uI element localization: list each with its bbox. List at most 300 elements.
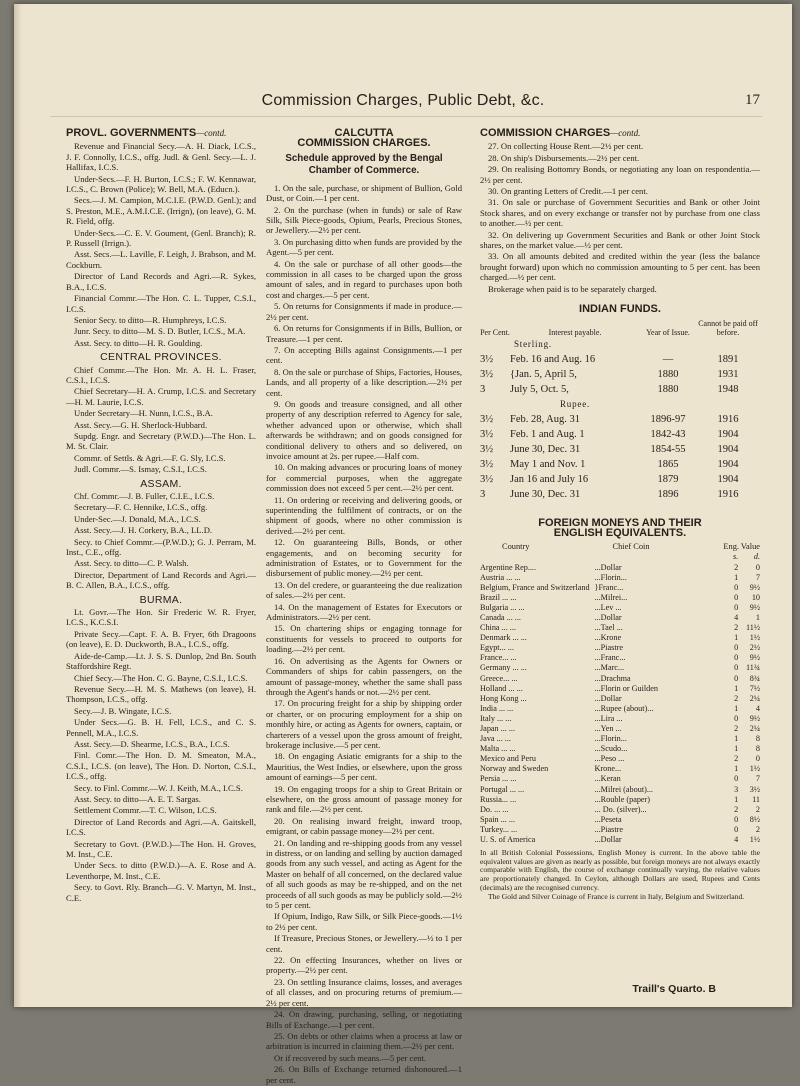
commission-item: 16. On advertising as the Agents for Owners or Commanders of ships for cabin passengers, on the amount of passage-money, whether the same shall pass through the Agent's hands or not.—2½ per cent. bbox=[266, 655, 462, 697]
fund-row bbox=[480, 457, 760, 472]
currency-country: Belgium, France and Switzerland bbox=[480, 582, 590, 592]
currency-d: 2½ bbox=[749, 643, 760, 653]
currency-d: 10 bbox=[751, 592, 760, 602]
currency-s: 0 bbox=[734, 824, 739, 834]
currency-row bbox=[480, 674, 760, 684]
currency-country: Argentine Rep.... bbox=[480, 562, 537, 572]
currency-row bbox=[480, 805, 760, 815]
commission-item: 2. On the purchase (when in funds) or sale of Raw Silk, Silk Piece-goods, Opium, Pearls, Precious Stones, or Jewellery.—2½ per cent. bbox=[266, 204, 462, 236]
currency-d: 2 bbox=[755, 824, 760, 834]
currency-coin: ...Florin... bbox=[594, 572, 627, 582]
fund-interest: June 30, Dec. 31 bbox=[510, 488, 581, 500]
currency-s: 2 bbox=[734, 562, 739, 572]
fund-interest: Jan 16 and July 16 bbox=[510, 473, 589, 485]
currency-country: Russia... ... bbox=[480, 794, 517, 804]
indian-funds-table bbox=[480, 319, 760, 502]
currency-s: 1 bbox=[734, 633, 739, 643]
commission-item: 14. On the management of Estates for Executors or Administrators.—2½ per cent. bbox=[266, 601, 462, 623]
currency-d: 11½ bbox=[745, 623, 760, 633]
currency-country: Do. ... ... bbox=[480, 804, 509, 814]
fund-row bbox=[480, 382, 760, 397]
foreign-moneys-heading: FOREIGN MONEYS AND THEIR bbox=[538, 516, 702, 529]
currency-coin: ...Krone bbox=[594, 633, 622, 643]
appointment-paragraph: Asst. Secy.—J. H. Corkery, B.A., LL.D. bbox=[74, 525, 213, 536]
appointment-paragraph: Aide-de-Camp.—Lt. J. S. S. Dunlop, 2nd Bn. South Staffordshire Regt. bbox=[66, 650, 256, 672]
currency-row bbox=[480, 764, 760, 774]
page-edge-shadow bbox=[14, 4, 22, 1007]
appointment-paragraph: Secs.—J. M. Campion, M.C.I.E. (P.W.D. Genl.); and S. Preston, M.E., A.M.I.C.E. (Irrign), (on leave), G. M. R. Field, offg. bbox=[66, 195, 256, 227]
commission-item: Or if recovered by such means.—5 per cent. bbox=[274, 1052, 427, 1063]
appointment-paragraph: Judl. Commr.—S. Ismay, C.S.I., I.C.S. bbox=[74, 464, 207, 475]
currency-row bbox=[480, 774, 760, 784]
fund-rate: 3½ bbox=[480, 458, 494, 470]
commission-item: 19. On engaging troops for a ship to Great Britain or elsewhere, on the gross amount of passage money for rank and file.—2½ per cent. bbox=[266, 783, 462, 815]
currency-d: 0 bbox=[755, 562, 760, 572]
currency-note: In all British Colonial Possessions, English Money is current. In the above table the equivalent values are given as nearly as possible, but foreign moneys are not always exactly comparable with English, the course of exchange continually varying, the relative values are proportionately changed. In Ceylon, although Dollars are used, Rupees and Cents (decimals) are the recognised currency. bbox=[480, 848, 760, 892]
currency-row bbox=[480, 643, 760, 653]
currency-s: 3 bbox=[734, 784, 739, 794]
currency-d: 3½ bbox=[749, 784, 760, 794]
commission-item: 31. On sale or purchase of Government Securities and Bank or other Joint Stock shares, and on every exchange or transfer not by purchase from one class to another.—½ per cent. bbox=[480, 197, 760, 229]
commission-item: 4. On the sale or purchase of all other goods—the commission in all cases to be charged upon the gross amount of sales, and in regard to purchases upon both cost and charges.—5 per cent. bbox=[266, 258, 462, 300]
rupee-label: Rupee. bbox=[560, 398, 591, 409]
fund-before: 1904 bbox=[717, 443, 739, 455]
fund-year: 1865 bbox=[657, 458, 679, 470]
fund-before: 1948 bbox=[717, 383, 739, 395]
appointment-paragraph: Under Secs. to ditto (P.W.D.)—A. E. Rose and A. Leventhorpe, M. Inst., C.E. bbox=[66, 860, 256, 881]
commission-item: 23. On settling Insurance claims, losses, and averages of all classes, and on procuring returns of premium.—2½ per cent. bbox=[266, 976, 462, 1008]
fund-rate: 3½ bbox=[480, 443, 494, 455]
currency-country: Egypt... ... bbox=[480, 643, 514, 653]
burma-paragraphs bbox=[66, 607, 256, 903]
fund-rate: 3½ bbox=[480, 368, 494, 380]
currency-d: 11 bbox=[752, 794, 760, 804]
fund-rate: 3 bbox=[480, 488, 486, 500]
commission-item: Brokerage when paid is to be separately charged. bbox=[488, 283, 657, 294]
currency-coin: Krone... bbox=[594, 764, 622, 774]
currency-country: Canada ... ... bbox=[480, 612, 521, 622]
commission-item: 18. On engaging Asiatic emigrants for a ship to the Mauritius, the West Indies, or elsewhere, upon the gross amount of earnings—5 per cent. bbox=[266, 751, 462, 783]
currency-row bbox=[480, 785, 760, 795]
appointment-paragraph: Asst. Secs.—L. Laville, F. Leigh, J. Brabson, and M. Cockburn. bbox=[66, 249, 256, 270]
unit-shillings: s. bbox=[732, 552, 739, 562]
commission-items-contd bbox=[480, 141, 760, 294]
currency-row bbox=[480, 724, 760, 734]
commission-item: 15. On chartering ships or engaging tonnage for constituents for vessels to proceed to outports for loading.—2½ per cent. bbox=[266, 623, 462, 655]
currency-coin: ... Do. (silver)... bbox=[594, 804, 647, 814]
commission-item: 1. On the sale, purchase, or shipment of Bullion, Gold Dust, or Coin.—1 per cent. bbox=[266, 182, 462, 204]
currency-row bbox=[480, 734, 760, 744]
currency-coin: ...Milrei (about)... bbox=[594, 784, 653, 794]
appointment-paragraph: Asst. Secy.—D. Shearme, I.C.S., B.A., I.C.S. bbox=[74, 738, 230, 749]
currency-coin: ...Franc... bbox=[594, 653, 626, 663]
currency-s: 0 bbox=[734, 713, 739, 723]
currency-s: 1 bbox=[734, 572, 739, 582]
currency-country: Denmark ... ... bbox=[480, 633, 527, 643]
currency-coin: ...Peseta bbox=[594, 814, 622, 824]
currency-d: 1½ bbox=[749, 764, 760, 774]
currency-d: 2¼ bbox=[749, 724, 760, 733]
english-equivalents-heading: ENGLISH EQUIVALENTS. bbox=[553, 526, 687, 539]
currency-row bbox=[480, 593, 760, 603]
currency-row bbox=[480, 754, 760, 764]
currency-country: Greece... ... bbox=[480, 673, 518, 683]
currency-d: 1 bbox=[755, 612, 760, 622]
appointment-paragraph: Under-Secs.—F. H. Burton, I.C.S.; F. W. Kennawar, I.C.S., C. Brown (Police); W. Bell, M.A. (Educn.). bbox=[66, 173, 256, 195]
currency-d: 9½ bbox=[749, 653, 760, 663]
commission-item: 25. On debts or other claims when a process at law or arbitration is incurred in claiming them.—2½ per cent. bbox=[266, 1030, 462, 1052]
currency-country: Norway and Sweden bbox=[480, 764, 549, 774]
column-provincial-governments bbox=[66, 128, 256, 904]
currency-country: Brazil ... ... bbox=[480, 592, 517, 602]
fund-rate: 3½ bbox=[480, 428, 494, 440]
appointment-paragraph: Secy. to Govt. Rly. Branch—G. V. Martyn, M. Inst., C.E. bbox=[66, 882, 256, 903]
currency-d: 1½ bbox=[749, 633, 760, 643]
document-page bbox=[14, 4, 792, 1085]
currency-country: Holland ... ... bbox=[480, 683, 523, 693]
currency-coin: ...Tael ... bbox=[594, 623, 623, 633]
appointment-paragraph: Under-Sec.—J. Donald, M.A., I.C.S. bbox=[74, 513, 201, 524]
currency-s: 4 bbox=[734, 612, 739, 622]
currency-d: 9½ bbox=[749, 713, 760, 723]
unit-pence: d. bbox=[753, 552, 760, 562]
fund-row bbox=[480, 442, 760, 457]
currency-s: 2 bbox=[734, 724, 739, 733]
fund-year: 1880 bbox=[657, 383, 679, 395]
fund-before: 1891 bbox=[717, 353, 739, 365]
currency-country: Japan ... ... bbox=[480, 724, 516, 733]
currency-coin: ...Dollar bbox=[594, 612, 622, 622]
currency-s: 0 bbox=[734, 592, 739, 602]
currency-row bbox=[480, 573, 760, 583]
currency-d: 7 bbox=[755, 572, 760, 582]
calcutta-heading: CALCUTTA bbox=[334, 127, 394, 139]
currency-d: 0 bbox=[755, 754, 760, 764]
commission-item: 28. On ship's Disbursements.—2½ per cent. bbox=[488, 152, 640, 163]
header-rule bbox=[50, 116, 762, 117]
currency-s: 1 bbox=[734, 744, 739, 754]
currency-s: 1 bbox=[734, 764, 739, 774]
indian-funds-header-row bbox=[480, 319, 760, 337]
currency-d: 2 bbox=[755, 804, 760, 814]
currency-s: 0 bbox=[734, 653, 739, 663]
commission-item: 9. On goods and treasure consigned, and all other property of any description referred to Agency for sale, whether advanced upon or otherwise, which shall afterwards be withdrawn; and on goods consigned for conditional delivery to others and so delivered, on invoice amount at 2s. per rupee.—Half com. bbox=[266, 398, 462, 461]
currency-row bbox=[480, 684, 760, 694]
appointment-paragraph: Private Secy.—Capt. F. A. B. Fryer, 6th Dragoons (on leave), E. D. Duckworth, B.A., I.C.S., offg. bbox=[66, 628, 256, 650]
sterling-label: Sterling. bbox=[514, 338, 552, 349]
central-provinces-paragraphs bbox=[66, 365, 256, 475]
currency-d: 4 bbox=[755, 703, 760, 713]
appointment-paragraph: Under-Secs.—C. E. V. Goument, (Genl. Branch); R. P. Russell (Irrign.). bbox=[66, 227, 256, 249]
currency-d: 8 bbox=[755, 734, 760, 744]
appointment-paragraph: Secy. to Chief Commr.—(P.W.D.); G. J. Perram, M. Inst., C.E., offg. bbox=[66, 536, 256, 558]
appointment-paragraph: Chief Secretary—H. A. Crump, I.C.S. and Secretary—H. M. Laurie, I.C.S. bbox=[66, 386, 256, 407]
fund-interest: June 30, Dec. 31 bbox=[510, 443, 581, 455]
foreign-moneys-table bbox=[480, 542, 760, 845]
appointment-paragraph: Supdg. Engr. and Secretary (P.W.D.)—The Hon. L. M. St. Clair. bbox=[66, 430, 256, 452]
commission-item: 26. On Bills of Exchange returned dishonoured.—1 per cent. bbox=[266, 1064, 462, 1085]
currency-row bbox=[480, 744, 760, 754]
appointment-paragraph: Director, Department of Land Records and Agri.—B. C. Allen, B.A., I.C.S., offg. bbox=[66, 569, 256, 591]
currency-row bbox=[480, 825, 760, 835]
fund-year: 1896-97 bbox=[650, 413, 686, 425]
commission-item: 13. On del credere, or guaranteeing the due realization of sales.—2½ per cent. bbox=[266, 579, 462, 601]
fund-interest: May 1 and Nov. 1 bbox=[510, 458, 586, 470]
currency-s: 0 bbox=[734, 774, 739, 784]
currency-coin: ...Milrei... bbox=[594, 592, 628, 602]
currency-d: 7 bbox=[755, 774, 760, 784]
page-title: Commission Charges, Public Debt, &c. bbox=[261, 92, 545, 109]
foreign-header-row bbox=[480, 542, 760, 552]
currency-country: Germany ... ... bbox=[480, 663, 527, 673]
fund-rate: 3 bbox=[480, 383, 486, 395]
currency-coin: ...Dollar bbox=[594, 835, 622, 845]
appointment-paragraph: Commr. of Settls. & Agri.—F. G. Sly, I.C.S. bbox=[74, 452, 226, 463]
currency-s: 0 bbox=[734, 673, 739, 683]
commission-item: 3. On purchasing ditto when funds are provided by the Agent.—5 per cent. bbox=[266, 236, 462, 258]
assam-heading: ASSAM. bbox=[140, 477, 182, 490]
fund-rate: 3½ bbox=[480, 473, 494, 485]
currency-country: Austria ... ... bbox=[480, 572, 521, 582]
currency-country: Hong Kong ... bbox=[480, 693, 527, 703]
commission-item: If Treasure, Precious Stones, or Jewellery.—½ to 1 per cent. bbox=[266, 933, 462, 954]
indian-funds-heading: INDIAN FUNDS. bbox=[579, 303, 661, 316]
currency-country: India ... ... bbox=[480, 703, 514, 713]
currency-s: 0 bbox=[734, 663, 739, 673]
fund-year: 1842-43 bbox=[650, 428, 686, 440]
currency-coin: ...Keran bbox=[594, 774, 621, 784]
currency-country: Italy ... ... bbox=[480, 713, 512, 723]
currency-d: 11¾ bbox=[745, 663, 760, 673]
currency-coin: ...Piastre bbox=[594, 824, 623, 834]
commission-item: 27. On collecting House Rent.—2½ per cent. bbox=[488, 141, 644, 152]
currency-d: 2¼ bbox=[749, 693, 760, 703]
currency-coin: ...Yen ... bbox=[594, 724, 622, 733]
currency-d: 7½ bbox=[749, 683, 760, 693]
appointment-paragraph: Under Secretary—H. Nunn, I.C.S., B.A. bbox=[74, 408, 213, 419]
foreign-units-row bbox=[480, 552, 760, 562]
currency-coin: ...Florin... bbox=[594, 734, 627, 744]
page-number: 17 bbox=[745, 92, 760, 108]
central-provinces-heading: CENTRAL PROVINCES. bbox=[100, 351, 222, 364]
commission-item: 11. On ordering or receiving and delivering goods, or superintending the fulfilment of contracts, or on the shipment of goods, where no other commission is derived.—2½ per cent. bbox=[266, 494, 462, 536]
burma-heading: BURMA. bbox=[139, 593, 183, 606]
appointment-paragraph: Asst. Secy.—G. H. Sherlock-Hubbard. bbox=[74, 419, 208, 430]
fund-before: 1904 bbox=[717, 473, 739, 485]
currency-s: 1 bbox=[734, 703, 739, 713]
fund-rate: 3½ bbox=[480, 413, 494, 425]
sterling-label-row bbox=[480, 337, 760, 352]
commission-items bbox=[266, 183, 462, 1085]
fund-interest: {Jan. 5, April 5, bbox=[510, 368, 577, 380]
currency-s: 4 bbox=[734, 835, 739, 845]
currency-s: 2 bbox=[734, 693, 739, 703]
fund-before: 1916 bbox=[717, 488, 739, 500]
fund-rate: 3½ bbox=[480, 353, 494, 365]
currency-coin: ...Dollar bbox=[594, 693, 622, 703]
fund-row bbox=[480, 487, 760, 502]
header-year: Year of Issue. bbox=[646, 327, 690, 337]
running-header bbox=[14, 92, 792, 116]
currency-row bbox=[480, 795, 760, 805]
commission-item: If Opium, Indigo, Raw Silk, or Silk Piece-goods.—1½ to 2½ per cent. bbox=[266, 911, 462, 932]
currency-d: 8½ bbox=[749, 814, 760, 824]
fund-year: 1896 bbox=[657, 488, 679, 500]
commission-item: 33. On all amounts debited and credited within the year (less the balance brought forward) upon which no commission amounting to 5 per cent. has been charged.—½ per cent. bbox=[480, 251, 760, 283]
currency-coin: ...Peso ... bbox=[594, 754, 625, 764]
commission-item: 22. On effecting Insurances, whether on lives or property.—2½ per cent. bbox=[266, 955, 462, 976]
fund-year: — bbox=[662, 353, 674, 365]
commission-item: 29. On realising Bottomry Bonds, or negotiating any loan on respondentia.—2½ per cent. bbox=[480, 164, 760, 185]
currency-country: Portugal ... ... bbox=[480, 784, 525, 794]
currency-row bbox=[480, 563, 760, 573]
currency-row bbox=[480, 623, 760, 633]
appointment-paragraph: Revenue Secy.—H. M. S. Mathews (on leave), H. Thompson, I.C.S., offg. bbox=[66, 683, 256, 705]
appointment-paragraph: Chief Secy.—The Hon. C. G. Bayne, C.S.I., I.C.S. bbox=[74, 672, 248, 683]
appointment-paragraph: Secy. to Finl. Commr.—W. J. Keith, M.A., I.C.S. bbox=[74, 782, 243, 793]
currency-s: 0 bbox=[734, 814, 739, 824]
currency-d: 9½ bbox=[749, 602, 760, 612]
fund-row bbox=[480, 412, 760, 427]
currency-country: Bulgaria ... ... bbox=[480, 602, 525, 612]
currency-row bbox=[480, 714, 760, 724]
currency-s: 0 bbox=[734, 582, 739, 592]
currency-coin: ...Piastre bbox=[594, 643, 623, 653]
currency-d: 1½ bbox=[749, 835, 760, 845]
currency-row bbox=[480, 603, 760, 613]
currency-d: 9½ bbox=[749, 582, 760, 592]
currency-row bbox=[480, 835, 760, 845]
currency-country: Persia ... ... bbox=[480, 774, 517, 784]
fund-interest: July 5, Oct. 5, bbox=[510, 383, 569, 395]
currency-s: 2 bbox=[734, 754, 739, 764]
fund-before: 1916 bbox=[717, 413, 739, 425]
currency-row bbox=[480, 815, 760, 825]
appointment-paragraph: Secy.—J. B. Wingate, I.C.S. bbox=[74, 705, 172, 716]
commission-item: 10. On making advances or procuring loans of money for commercial purposes, when the aggregate commission does not exceed 5 per cent.—2½ per cent. bbox=[266, 462, 462, 494]
fund-year: 1880 bbox=[657, 368, 679, 380]
currency-s: 1 bbox=[734, 794, 739, 804]
rupee-label-row bbox=[480, 397, 760, 412]
appointment-paragraph: Asst. Secy. to ditto—H. R. Goulding. bbox=[74, 337, 203, 348]
schedule-subtitle: Schedule approved by the Bengal Chamber of Commerce. bbox=[285, 152, 443, 176]
header-coin: Chief Coin bbox=[612, 542, 650, 552]
currency-s: 2 bbox=[734, 623, 739, 633]
currency-country: France... ... bbox=[480, 653, 517, 663]
commission-item: 5. On returns for Consignments if made in produce.—2½ per cent. bbox=[266, 301, 462, 322]
commission-item: 6. On returns for Consignments if in Bills, Bullion, or Treasure.—1 per cent. bbox=[266, 323, 462, 344]
fund-row bbox=[480, 427, 760, 442]
fund-interest: Feb. 16 and Aug. 16 bbox=[510, 353, 596, 365]
commission-item: 30. On granting Letters of Credit.—1 per cent. bbox=[488, 186, 648, 197]
appointment-paragraph: Under Secs.—G. B. H. Fell, I.C.S., and C. S. Pennell, M.A., I.C.S. bbox=[66, 717, 256, 738]
fund-year: 1854-55 bbox=[650, 443, 686, 455]
currency-s: 1 bbox=[734, 734, 739, 744]
currency-coin: ...Marc... bbox=[594, 663, 625, 673]
currency-coin: ...Drachma bbox=[594, 673, 631, 683]
commission-item: 7. On accepting Bills against Consignments.—1 per cent. bbox=[266, 344, 462, 366]
currency-note-france: The Gold and Silver Coinage of France is current in Italy, Belgium and Switzerland. bbox=[488, 892, 745, 902]
appointment-paragraph: Secretary—F. C. Hennike, I.C.S., offg. bbox=[74, 502, 208, 513]
appointment-paragraph: Revenue and Financial Secy.—A. H. Diack, I.C.S., J. F. Connolly, I.C.S., offg. Judl. & Genl. Secy.—L. J. Hallifax, I.C.S. bbox=[66, 141, 256, 173]
currency-row bbox=[480, 583, 760, 593]
currency-coin: }Franc... bbox=[594, 582, 624, 592]
commission-item: 12. On guaranteeing Bills, Bonds, or other engagements, and on becoming security for administration of Estates, or to Government for the disbursement of public money.—2½ per cent. bbox=[266, 537, 462, 579]
currency-country: Java ... ... bbox=[480, 734, 511, 744]
currency-country: Mexico and Peru bbox=[480, 754, 536, 764]
currency-country: Spain ... ... bbox=[480, 814, 516, 824]
section-title: PROVL. GOVERNMENTS—contd. bbox=[66, 127, 227, 139]
header-cannot: Cannot be paid off before. bbox=[698, 318, 758, 337]
currency-coin: ...Lira ... bbox=[594, 713, 623, 723]
commission-item: 32. On delivering up Government Securities and Bank or other Joint Stock shares, on the market value.—½ per cent. bbox=[480, 229, 760, 251]
commission-item: 17. On procuring freight for a ship by shipping order or charter, or on procuring employment for a ship on monthly hire, or acting as Agents for owners, captain, or charterers of a vessel upon the gross amount of freight, brokerage inclusive.—5 per cent. bbox=[266, 698, 462, 750]
provl-paragraphs bbox=[66, 141, 256, 348]
fund-interest: Feb. 28, Aug. 31 bbox=[510, 413, 581, 425]
appointment-paragraph: Junr. Secy. to ditto—M. S. D. Butler, I.C.S., M.A. bbox=[74, 326, 246, 337]
appointment-paragraph: Chf. Commr.—J. B. Fuller, C.I.E., I.C.S. bbox=[74, 491, 215, 501]
currency-row bbox=[480, 704, 760, 714]
fund-before: 1931 bbox=[717, 368, 739, 380]
currency-coin: ...Scudo... bbox=[594, 744, 628, 754]
commission-item: 20. On realising inward freight, inward troop, emigrant, or cabin passage money—2½ per cent. bbox=[266, 815, 462, 837]
appointment-paragraph: Asst. Secy. to ditto—A. E. T. Sargas. bbox=[74, 793, 201, 804]
commission-charges-heading: COMMISSION CHARGES. bbox=[297, 137, 431, 150]
appointment-paragraph: Asst. Secy. to ditto—C. P. Walsh. bbox=[74, 558, 189, 569]
currency-coin: ...Lev ... bbox=[594, 602, 622, 612]
currency-d: 8¾ bbox=[749, 673, 760, 683]
currency-coin: ...Rouble (paper) bbox=[594, 794, 651, 804]
currency-row bbox=[480, 633, 760, 643]
header-interest: Interest payable. bbox=[548, 327, 602, 337]
fund-interest: Feb. 1 and Aug. 1 bbox=[510, 428, 585, 440]
currency-country: Malta ... ... bbox=[480, 744, 516, 754]
fund-year: 1879 bbox=[657, 473, 679, 485]
assam-paragraphs bbox=[66, 491, 256, 591]
currency-d: 8 bbox=[755, 744, 760, 754]
currency-s: 2 bbox=[734, 804, 739, 814]
fund-row bbox=[480, 352, 760, 367]
header-value: Eng. Value bbox=[723, 542, 760, 552]
currency-coin: ...Florin or Guilden bbox=[594, 683, 658, 693]
header-country: Country bbox=[502, 542, 530, 552]
appointment-paragraph: Director of Land Records and Agri.—A. Gaitskell, I.C.S. bbox=[66, 816, 256, 838]
currency-row bbox=[480, 653, 760, 663]
currency-s: 0 bbox=[734, 643, 739, 653]
commission-item: 8. On the sale or purchase of Ships, Factories, Houses, Lands, and all property of a like description.—2½ per cent. bbox=[266, 366, 462, 398]
fund-before: 1904 bbox=[717, 428, 739, 440]
currency-coin: ...Dollar bbox=[594, 562, 622, 572]
section-title-contd: COMMISSION CHARGES—contd. bbox=[480, 127, 641, 139]
foreign-rows bbox=[480, 563, 760, 846]
currency-coin: ...Rupee (about)... bbox=[594, 703, 654, 713]
fund-row bbox=[480, 367, 760, 382]
currency-row bbox=[480, 613, 760, 623]
column-commission-contd bbox=[480, 128, 760, 902]
appointment-paragraph: Senior Secy. to ditto—R. Humphreys, I.C.S. bbox=[74, 314, 227, 325]
currency-country: Turkey... ... bbox=[480, 824, 518, 834]
appointment-paragraph: Finl. Comr.—The Hon. D. M. Smeaton, M.A., C.S.I., I.C.S. (on leave), The Hon. D. Norton, C.S.I., I.C.S., offg. bbox=[66, 750, 256, 782]
header-per-cent: Per Cent. bbox=[480, 327, 510, 337]
fund-before: 1904 bbox=[717, 458, 739, 470]
column-calcutta-commission bbox=[266, 128, 462, 1086]
appointment-paragraph: Financial Commr.—The Hon. C. L. Tupper, C.S.I., I.C.S. bbox=[66, 293, 256, 314]
currency-s: 1 bbox=[734, 683, 739, 693]
commission-item: 21. On landing and re-shipping goods from any vessel in distress, or on landing and selling by auction damaged goods from any such vessel, and acting as Agent for the Master on behalf of all concerned, on the declared value of all such goods as may be re-shipped, and on the net proceeds of all such goods as may be publicly sold.—2½ to 5 per cent. bbox=[266, 837, 462, 911]
rupee-rows bbox=[480, 412, 760, 502]
currency-country: U. S. of America bbox=[480, 835, 536, 845]
commission-item: 24. On drawing, purchasing, selling, or negotiating Bills of Exchange.—1 per cent. bbox=[266, 1009, 462, 1030]
